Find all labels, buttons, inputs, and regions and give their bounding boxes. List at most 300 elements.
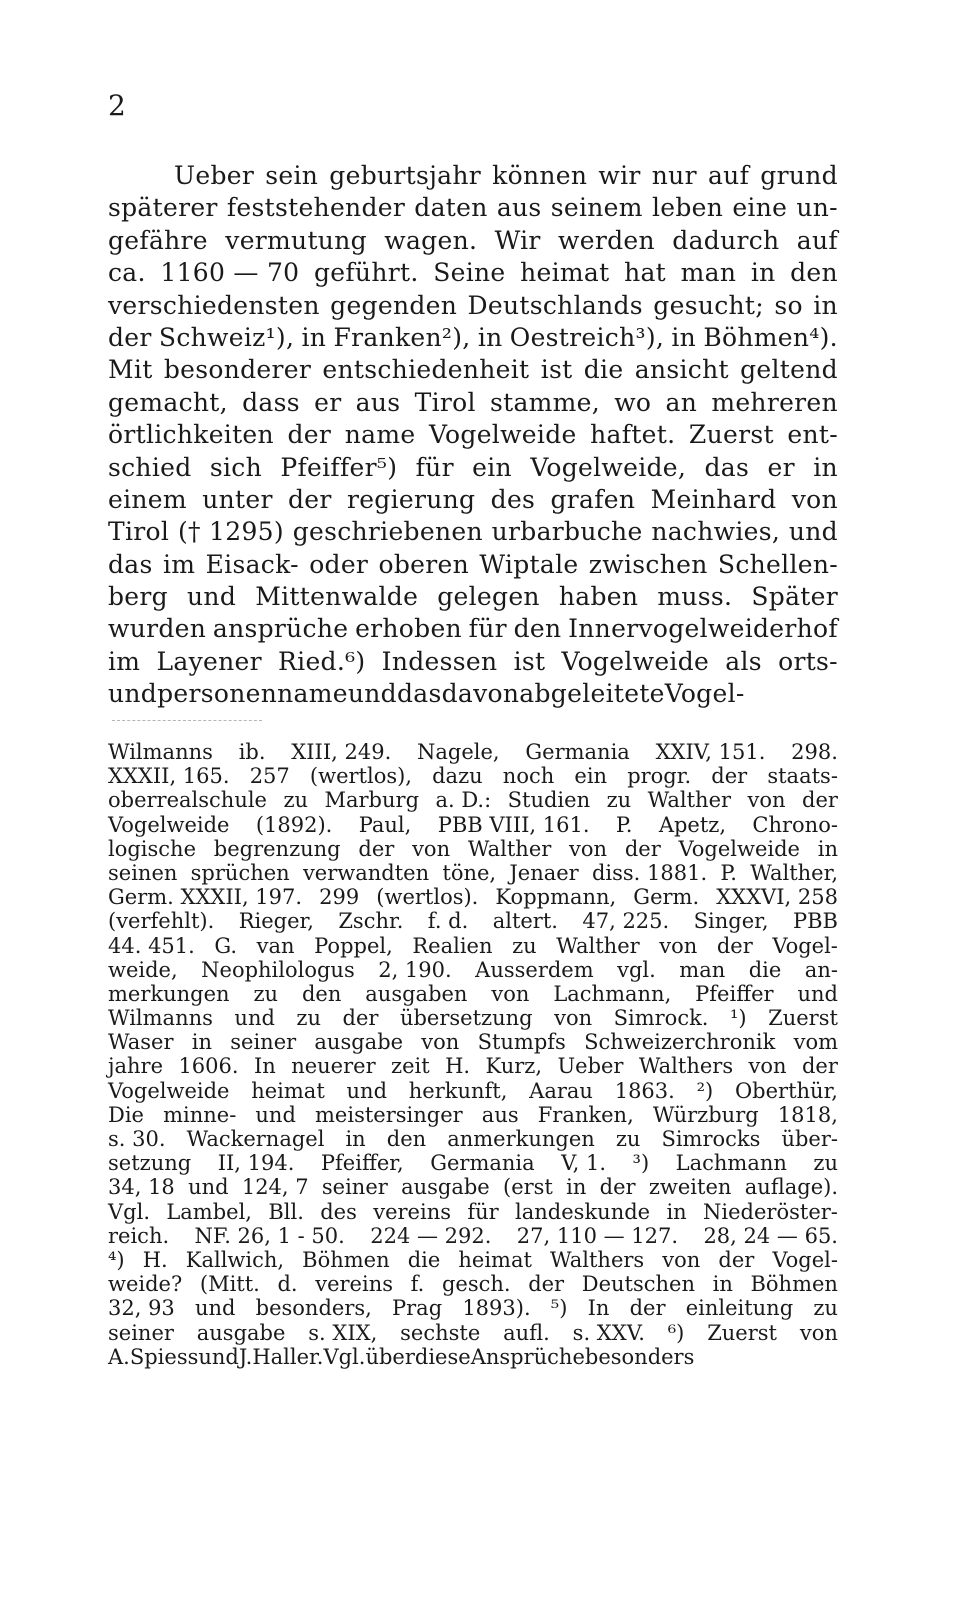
word: ³) bbox=[632, 1151, 650, 1176]
word: ausgabe bbox=[401, 1175, 490, 1200]
word: d. bbox=[277, 1272, 298, 1297]
word: wo bbox=[614, 387, 652, 417]
word: in bbox=[345, 1127, 366, 1151]
word: des bbox=[490, 484, 536, 514]
text-line bbox=[108, 322, 838, 354]
word: s. 30. bbox=[108, 1127, 166, 1151]
word: Ueber bbox=[557, 1054, 624, 1079]
word: Tirol bbox=[108, 517, 170, 547]
word: van bbox=[256, 933, 295, 958]
word: die bbox=[583, 355, 624, 385]
word: Simrock. bbox=[613, 1006, 709, 1031]
word: der bbox=[629, 1296, 666, 1321]
word: man bbox=[680, 258, 737, 288]
word: Nagele, bbox=[417, 740, 500, 764]
word: das bbox=[396, 679, 442, 709]
word: ausgaben bbox=[365, 981, 468, 1006]
word: haben bbox=[558, 582, 639, 612]
word: feststehender bbox=[226, 193, 406, 223]
footnote-line bbox=[108, 982, 838, 1006]
word: der bbox=[288, 484, 332, 514]
word: der bbox=[342, 1006, 379, 1031]
word: in bbox=[191, 1030, 213, 1055]
word: ansicht bbox=[634, 355, 729, 385]
word: minne- bbox=[163, 1102, 237, 1127]
word: ²) bbox=[696, 1078, 714, 1103]
word: ein bbox=[472, 452, 512, 482]
word: geltend bbox=[740, 355, 838, 385]
word: ist bbox=[540, 355, 573, 385]
word: (erst bbox=[503, 1175, 553, 1200]
word: Niederöster- bbox=[703, 1199, 838, 1224]
word: auf bbox=[707, 161, 750, 190]
word: 27, 110 — 127. bbox=[516, 1223, 679, 1248]
text-line bbox=[108, 225, 838, 257]
word: und bbox=[347, 679, 397, 709]
word: mehreren bbox=[711, 387, 838, 417]
word: setzung bbox=[108, 1151, 192, 1176]
word: P. bbox=[615, 812, 633, 837]
word: im bbox=[162, 549, 196, 579]
word: heimat bbox=[458, 1247, 532, 1272]
word: (1892). bbox=[255, 812, 333, 837]
word: 32, 93 bbox=[108, 1296, 175, 1321]
word: seinen bbox=[108, 860, 178, 885]
word: 1160 — 70 bbox=[160, 258, 300, 288]
footnote-line bbox=[108, 1079, 838, 1103]
word: XXIV, 151. bbox=[655, 740, 766, 764]
word: s. XIX, bbox=[308, 1320, 378, 1345]
word: diss. 1881. bbox=[591, 860, 708, 885]
word: weide? bbox=[108, 1272, 183, 1297]
word: 34, 18 bbox=[108, 1175, 175, 1200]
word: haftet. bbox=[590, 420, 676, 450]
word: Die bbox=[108, 1102, 144, 1127]
word: Germania bbox=[525, 740, 630, 764]
footnote-line bbox=[108, 885, 838, 909]
word: Lachmann, bbox=[553, 981, 672, 1006]
word: wir bbox=[598, 161, 641, 190]
word: 44. 451. bbox=[108, 933, 195, 958]
word: so bbox=[774, 290, 803, 320]
word: Walther bbox=[647, 788, 732, 813]
word: urbarbuche bbox=[491, 517, 643, 547]
word: zweiten bbox=[648, 1175, 732, 1200]
word: Oberthür, bbox=[734, 1078, 838, 1103]
word: zu bbox=[606, 788, 632, 813]
word: oberrealschule bbox=[108, 788, 267, 813]
word: seiner bbox=[321, 1175, 388, 1200]
word: daten bbox=[414, 193, 488, 223]
word: erhoben bbox=[355, 614, 462, 644]
word: von bbox=[791, 484, 838, 514]
word: eine bbox=[732, 193, 788, 223]
word: personenname bbox=[157, 679, 348, 709]
word: Böhmen⁴). bbox=[703, 322, 838, 352]
word: vgl. bbox=[617, 957, 656, 982]
footnote-line bbox=[108, 1296, 838, 1320]
word: den bbox=[386, 1127, 427, 1151]
word: Ansprüche bbox=[470, 1344, 585, 1369]
word: übersetzung bbox=[399, 1006, 533, 1031]
word: der bbox=[358, 836, 395, 861]
text-line bbox=[108, 484, 838, 516]
word: der bbox=[108, 322, 152, 352]
word: aus bbox=[481, 1102, 519, 1127]
word: Vogel- bbox=[772, 1247, 838, 1272]
word: der bbox=[716, 933, 753, 958]
word: von bbox=[659, 933, 698, 958]
word: Vogelweide bbox=[429, 420, 577, 450]
word: Poppel, bbox=[314, 933, 393, 958]
word: in bbox=[671, 322, 697, 352]
word: Zuerst bbox=[768, 1006, 838, 1031]
word: Germania bbox=[430, 1151, 535, 1176]
word: und bbox=[234, 1006, 275, 1031]
word: P. bbox=[720, 860, 737, 885]
word: herkunft, bbox=[408, 1078, 508, 1103]
text-line bbox=[108, 613, 838, 645]
text-line bbox=[108, 678, 838, 710]
footnotes bbox=[108, 740, 838, 1369]
word: unter bbox=[202, 484, 273, 514]
word: Wir bbox=[494, 225, 541, 255]
word: Paul, bbox=[358, 812, 412, 837]
word: nachwies, bbox=[651, 517, 781, 547]
word: wagen. bbox=[384, 225, 478, 255]
word: Eisack- bbox=[205, 549, 299, 579]
word: Walther, bbox=[750, 860, 838, 885]
word: PBB VIII, 161. bbox=[437, 812, 590, 837]
word: abgeleitete bbox=[519, 679, 665, 709]
word: in bbox=[813, 290, 838, 320]
word: stamme, bbox=[489, 387, 601, 417]
word: der bbox=[718, 1247, 755, 1272]
word: 224 — 292. bbox=[370, 1223, 492, 1248]
footnote-line bbox=[108, 1248, 838, 1272]
word: und bbox=[198, 1344, 239, 1369]
word: Böhmen bbox=[302, 1247, 390, 1272]
word: besonders, bbox=[255, 1296, 372, 1321]
text-line bbox=[108, 290, 838, 322]
word: anmerkungen bbox=[447, 1127, 595, 1151]
word: von bbox=[799, 1320, 838, 1345]
word: töne, bbox=[442, 860, 497, 885]
word: Prag bbox=[392, 1296, 443, 1321]
word: reich. bbox=[108, 1223, 170, 1248]
word: den bbox=[790, 258, 838, 288]
word: Franken, bbox=[537, 1102, 634, 1127]
word: ent- bbox=[787, 420, 838, 450]
word: A. bbox=[108, 1344, 130, 1369]
word: merkungen bbox=[108, 981, 230, 1006]
word: PBB bbox=[792, 909, 838, 934]
word: († 1295) bbox=[177, 517, 284, 547]
word: Walthers bbox=[638, 1054, 734, 1079]
word: einleitung bbox=[685, 1296, 794, 1321]
word: ein bbox=[574, 764, 608, 789]
main-text bbox=[108, 160, 838, 711]
word: Waser bbox=[108, 1030, 174, 1055]
word: und bbox=[108, 679, 158, 709]
word: H. bbox=[142, 1247, 168, 1272]
word: a. D.: bbox=[435, 788, 492, 813]
text-line bbox=[108, 160, 838, 192]
footnote-line bbox=[108, 1272, 838, 1296]
word: ca. bbox=[108, 258, 146, 288]
word: in bbox=[477, 322, 503, 352]
word: Stumpfs bbox=[477, 1030, 566, 1055]
word: heimat bbox=[251, 1078, 325, 1103]
word: Pfeiffer bbox=[695, 981, 774, 1006]
word: G. bbox=[214, 933, 238, 958]
word: Seine bbox=[433, 258, 506, 288]
word: gesch. bbox=[441, 1272, 511, 1297]
word: einem bbox=[108, 484, 187, 514]
word: muss. bbox=[657, 582, 733, 612]
footnote-line bbox=[108, 1175, 838, 1199]
word: 1818, bbox=[777, 1102, 838, 1127]
word: J. bbox=[238, 1344, 253, 1369]
text-line bbox=[108, 419, 838, 451]
footnote-line bbox=[108, 1054, 838, 1078]
word: Layener bbox=[156, 646, 262, 676]
word: zu bbox=[813, 1296, 838, 1321]
word: neuerer bbox=[291, 1054, 376, 1079]
word: über bbox=[365, 1344, 415, 1369]
word: Neophilologus bbox=[201, 957, 355, 982]
word: und bbox=[187, 582, 237, 612]
word: von bbox=[747, 788, 786, 813]
word: berg bbox=[108, 582, 168, 612]
word: die bbox=[748, 957, 782, 982]
word: und bbox=[788, 517, 838, 547]
word: auf bbox=[796, 225, 838, 255]
footnote-separator bbox=[112, 720, 262, 721]
word: und bbox=[194, 1296, 236, 1321]
word: zu bbox=[296, 1006, 322, 1031]
word: Böhmen bbox=[750, 1272, 838, 1297]
word: hat bbox=[624, 258, 667, 288]
word: Vogelweide bbox=[678, 836, 800, 861]
word: Simrocks bbox=[661, 1127, 761, 1151]
word: dadurch bbox=[672, 225, 780, 255]
word: Singer, bbox=[693, 909, 769, 934]
word: Oestreich³), bbox=[509, 322, 665, 352]
word: in bbox=[712, 1272, 733, 1297]
footnote-line bbox=[108, 837, 838, 861]
word: Zschr. bbox=[338, 909, 404, 934]
word: für bbox=[468, 614, 507, 644]
word: die bbox=[407, 1247, 441, 1272]
word: H. bbox=[445, 1054, 471, 1079]
word: den bbox=[301, 981, 342, 1006]
word: Meinhard bbox=[650, 484, 777, 514]
word: oder bbox=[309, 549, 369, 579]
word: In bbox=[587, 1296, 610, 1321]
word: Vgl. bbox=[108, 1199, 150, 1224]
word: der bbox=[528, 1272, 565, 1297]
word: und bbox=[188, 1175, 229, 1200]
word: gegenden bbox=[330, 290, 458, 320]
word: Studien bbox=[507, 788, 591, 813]
word: vereins bbox=[315, 1272, 393, 1297]
word: von bbox=[569, 836, 608, 861]
word: Realien bbox=[412, 933, 493, 958]
word: zu bbox=[512, 933, 537, 958]
word: ausgabe bbox=[314, 1030, 404, 1055]
word: vom bbox=[793, 1030, 838, 1055]
word: Germ. XXXII, 197. bbox=[108, 885, 303, 910]
word: Haller. bbox=[252, 1344, 324, 1369]
word: von bbox=[748, 1054, 787, 1079]
word: 124, 7 bbox=[241, 1175, 309, 1200]
word: der bbox=[802, 788, 838, 813]
word: der bbox=[624, 836, 661, 861]
footnote-line bbox=[108, 1006, 838, 1030]
word: 28, 24 — 65. bbox=[703, 1223, 838, 1248]
word: für bbox=[467, 1199, 499, 1224]
word: und bbox=[797, 981, 838, 1006]
word: Wilmanns bbox=[108, 1006, 213, 1031]
word: sein bbox=[265, 161, 319, 190]
word: In bbox=[253, 1054, 276, 1079]
word: ⁶) bbox=[667, 1320, 685, 1345]
word: Pfeiffer⁵) bbox=[280, 452, 398, 482]
word: besonders bbox=[584, 1344, 695, 1369]
word: von bbox=[491, 981, 530, 1006]
word: Pfeiffer, bbox=[320, 1151, 404, 1176]
footnote-line bbox=[108, 788, 838, 812]
word: grund bbox=[760, 161, 838, 190]
word: sprüchen bbox=[190, 860, 290, 885]
text-line bbox=[108, 581, 838, 613]
word: Zuerst bbox=[688, 420, 774, 450]
footnote-line bbox=[108, 1224, 838, 1248]
word: noch bbox=[502, 764, 555, 789]
word: (wertlos). bbox=[376, 885, 479, 910]
word: dazu bbox=[432, 764, 483, 789]
word: seiner bbox=[230, 1030, 297, 1055]
word: an bbox=[665, 387, 698, 417]
word: Schweiz¹), bbox=[158, 322, 295, 352]
word: Walther bbox=[467, 836, 552, 861]
word: ¹) bbox=[729, 1006, 747, 1031]
word: heimat bbox=[520, 258, 610, 288]
word: Tirol bbox=[414, 387, 476, 417]
word: in bbox=[750, 258, 776, 288]
word: örtlichkeiten bbox=[108, 420, 274, 450]
word: zu bbox=[813, 1151, 838, 1176]
footnote-line bbox=[108, 1103, 838, 1127]
word: f. bbox=[410, 1272, 425, 1297]
word: 2, 190. bbox=[378, 957, 452, 982]
word: Vogel- bbox=[664, 679, 745, 709]
word: s. XXV. bbox=[572, 1320, 645, 1345]
word: Mittenwalde bbox=[255, 582, 419, 612]
word: Vogel- bbox=[772, 933, 838, 958]
word: das bbox=[108, 549, 153, 579]
word: können bbox=[492, 161, 588, 190]
word: XXXII, 165. bbox=[108, 764, 230, 789]
word: jahre bbox=[108, 1054, 164, 1079]
word: gefähre bbox=[108, 225, 208, 255]
footnote-line bbox=[108, 740, 838, 764]
word: in bbox=[566, 1175, 587, 1200]
footnote-line bbox=[108, 909, 838, 933]
word: Franken²), bbox=[333, 322, 471, 352]
word: Jenaer bbox=[509, 860, 579, 885]
word: über- bbox=[781, 1127, 838, 1151]
word: Deutschlands bbox=[467, 290, 643, 320]
word: seinem bbox=[550, 193, 643, 223]
word: und bbox=[255, 1102, 296, 1127]
word: Wiptale bbox=[479, 549, 579, 579]
word: un- bbox=[796, 193, 838, 223]
word: Schweizerchronik bbox=[584, 1030, 776, 1055]
word: Germ. bbox=[633, 885, 700, 910]
word: diese bbox=[414, 1344, 471, 1369]
word: (wertlos), bbox=[309, 764, 412, 789]
word: 299 bbox=[319, 885, 360, 910]
footnote-line bbox=[108, 764, 838, 788]
word: Zuerst bbox=[707, 1320, 777, 1345]
footnote-line bbox=[108, 1127, 838, 1151]
word: landeskunde bbox=[515, 1199, 651, 1224]
footnote-line bbox=[108, 813, 838, 837]
word: im bbox=[108, 646, 141, 676]
word: Rieger, bbox=[238, 909, 314, 934]
text-line bbox=[108, 192, 838, 224]
word: grafen bbox=[550, 484, 636, 514]
word: das bbox=[704, 452, 750, 482]
word: name bbox=[344, 420, 416, 450]
word: entschiedenheit bbox=[322, 355, 530, 385]
word: der bbox=[287, 420, 332, 450]
word: begrenzung bbox=[213, 836, 341, 861]
word: Marburg bbox=[324, 788, 420, 813]
word: geführt. bbox=[313, 258, 419, 288]
word: Schellen- bbox=[717, 549, 838, 579]
word: leben bbox=[651, 193, 724, 223]
word: von bbox=[421, 1030, 460, 1055]
word: NF. 26, 1 - 50. bbox=[194, 1223, 345, 1248]
word: in bbox=[813, 452, 838, 482]
footnote-line bbox=[108, 934, 838, 958]
word: nur bbox=[651, 161, 697, 190]
word: vermutung bbox=[225, 225, 367, 255]
footnote-line bbox=[108, 958, 838, 982]
word: verschiedensten bbox=[108, 290, 320, 320]
word: Indessen bbox=[381, 646, 498, 676]
word: davon bbox=[441, 679, 520, 709]
word: 298. bbox=[791, 740, 838, 764]
word: oberen bbox=[378, 549, 470, 579]
word: ⁴) bbox=[108, 1247, 125, 1272]
word: Bll. bbox=[268, 1199, 304, 1224]
footnote-line bbox=[108, 1200, 838, 1224]
word: orts- bbox=[778, 646, 838, 676]
word: seiner bbox=[108, 1320, 174, 1345]
word: regierung bbox=[346, 484, 476, 514]
word: zu bbox=[615, 1127, 641, 1151]
text-line bbox=[108, 387, 838, 419]
word: Walther bbox=[556, 933, 640, 958]
word: der bbox=[801, 1054, 838, 1079]
word: Walthers bbox=[550, 1247, 645, 1272]
word: sich bbox=[209, 452, 263, 482]
word: zu bbox=[253, 981, 279, 1006]
